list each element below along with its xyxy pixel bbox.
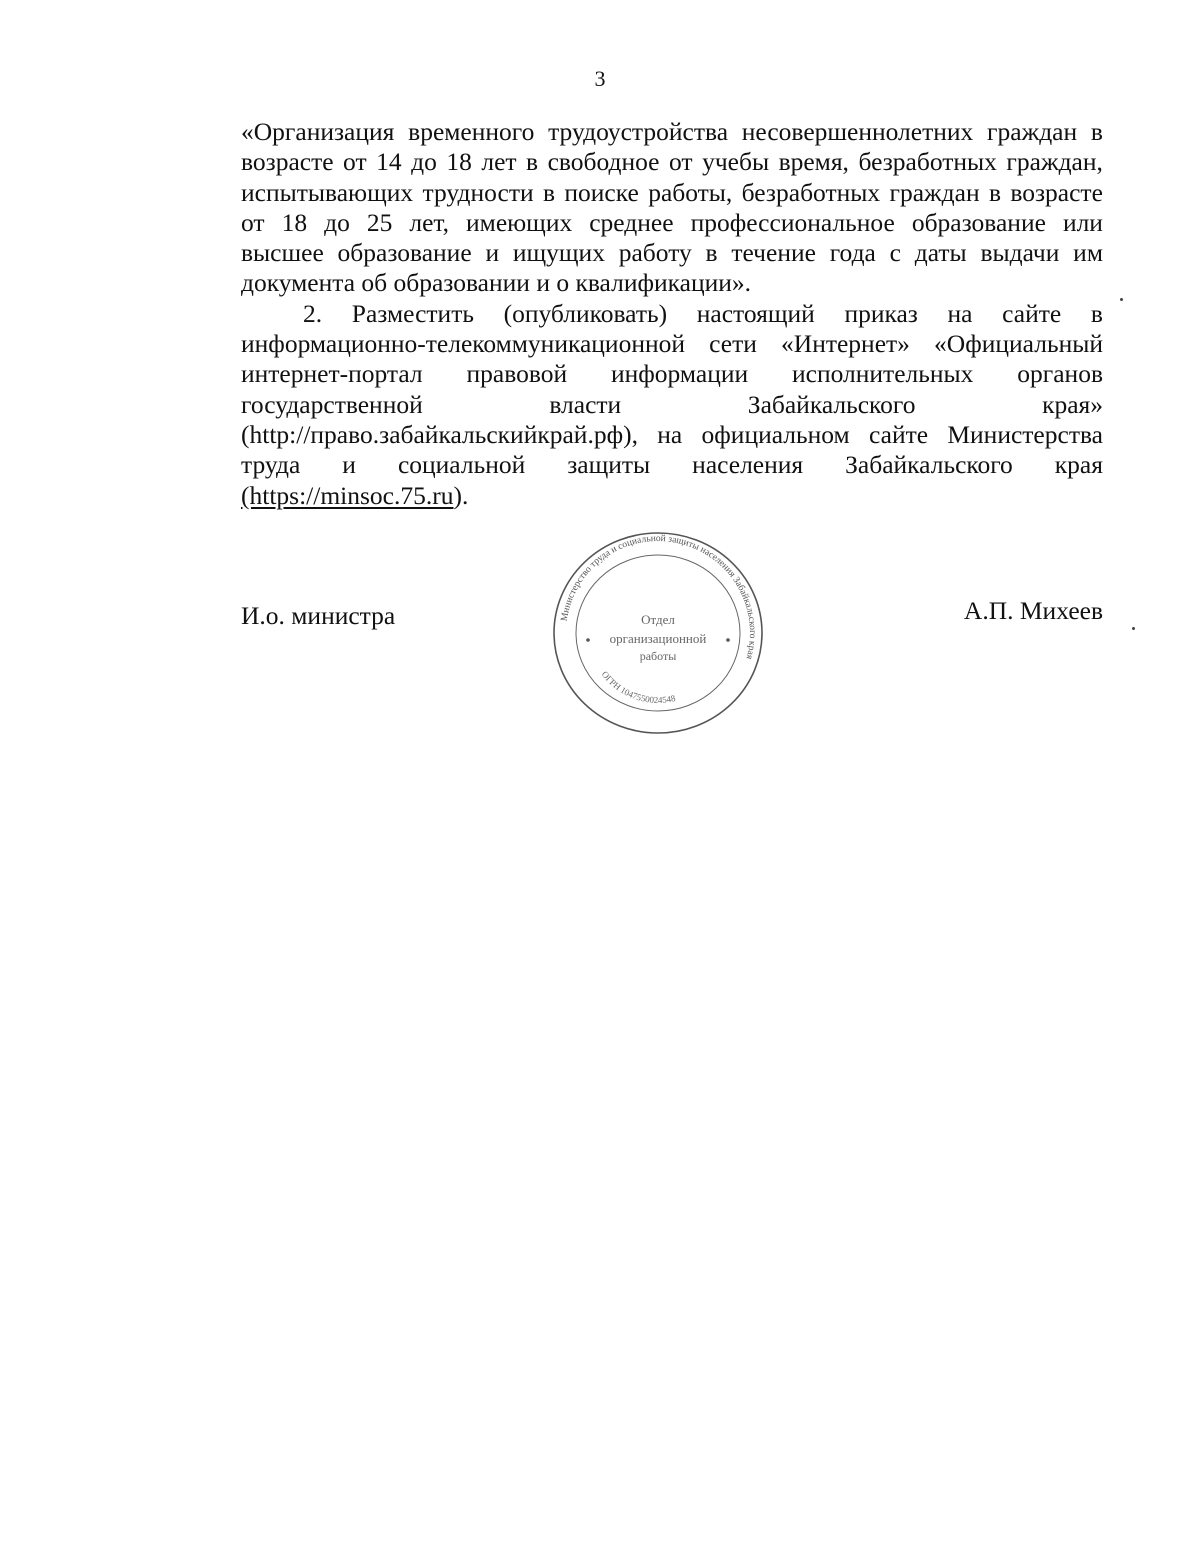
official-seal [550,530,766,736]
word: безработных [741,177,881,207]
link-tail: ). [453,480,469,510]
word: в [1090,298,1103,328]
page-number: 3 [594,66,606,91]
word: им [1073,238,1103,268]
word: от [669,147,693,177]
text-line: документа об образовании и о квалификации». [241,268,752,298]
signer-name: А.П. Михеев [963,596,1103,625]
word: 18 [281,207,308,237]
word: от [343,147,367,177]
word: безработных [858,147,997,177]
word: даты [914,238,967,268]
word: имеющих [466,207,573,237]
word: лет, [409,207,450,237]
word: или [1062,207,1103,237]
text-line [241,359,1103,389]
word: на [657,419,683,449]
word: социальной [397,450,526,480]
word: профессиональное [690,207,895,237]
word: среднее [589,207,674,237]
text-line [241,208,1103,238]
seal-outer-text: Министерство труда и социальной защиты населения Забайкальского края [559,533,758,661]
word: ищущих [512,238,605,268]
word: 25 [366,207,393,237]
word: информации [610,359,749,389]
word: в [988,177,1001,207]
word: «Организация [241,117,395,146]
word: время, [778,147,849,177]
scan-speck [1120,298,1123,301]
word: защиты [567,450,651,480]
word: сайте [1002,298,1062,328]
paragraph-1-last-line [241,268,1103,298]
scan-speck [1132,627,1135,630]
seal-center-line: работы [639,649,677,663]
text-line [241,178,1103,208]
word: возрасте [1010,177,1103,207]
word: граждан [987,117,1078,146]
word: граждан [889,177,980,207]
word: до [324,207,350,237]
word: работу [618,238,692,268]
word: до [411,147,437,177]
paragraph-2 [241,299,1103,481]
word: 18 [446,147,472,177]
word: сайте [869,419,929,449]
text-line [241,117,1103,147]
word: сети [709,329,757,359]
word: в [705,238,718,268]
word: «Официальный [934,329,1103,359]
text-line [241,299,1103,329]
paragraph-2-last-line [241,481,1103,511]
word: трудоустройства [548,117,729,146]
word: образование [911,207,1046,237]
word: поиске [564,177,639,207]
word: края [1054,450,1103,480]
word: учебы [702,147,770,177]
word: лет [481,147,517,177]
word: Забайкальского [747,389,916,419]
word: Министерства [947,419,1103,449]
seal-center-line: Отдел [641,612,675,627]
word: в [526,147,539,177]
paragraph-1 [241,117,1103,268]
word: работы, [648,177,733,207]
seal-center-line: организационной [609,631,707,646]
word: 14 [376,147,402,177]
word: с [889,238,901,268]
word: и [485,238,500,268]
word: власти [549,389,622,419]
word: «Интернет» [781,329,910,359]
word: испытывающих [241,177,414,207]
word: и [342,450,356,480]
text-line [241,450,1103,480]
word: (опубликовать) [503,298,668,328]
word: населения [692,450,804,480]
word: исполнительных [792,359,974,389]
word: официальном [701,419,850,449]
word: в [1090,117,1103,146]
word: интернет-портал [241,359,423,389]
seal-inner-text: ОГРН 1047550024548 [599,669,677,706]
text-line [241,420,1103,450]
word: высшее [241,238,324,268]
word: края» [1042,389,1103,419]
text-line [241,329,1103,359]
word: граждан, [1006,147,1103,177]
word: 2. [303,298,323,328]
ministry-website-link[interactable]: (https://minsoc.75.ru [241,480,454,510]
word: трудности [422,177,534,207]
word: образование [337,238,472,268]
word: на [947,298,973,328]
signer-position: И.о. министра [241,601,396,630]
body-text [241,117,1103,511]
word: настоящий [696,298,815,328]
text-line [241,147,1103,177]
word: Забайкальского [845,450,1013,480]
text-line [241,238,1103,268]
word: труда [241,450,301,480]
word: выдачи [980,238,1060,268]
word: правовой [466,359,568,389]
word: течение [731,238,816,268]
word: свободное [547,147,660,177]
word: приказ [844,298,918,328]
word: временного [408,117,535,146]
word: органов [1017,359,1103,389]
word: Разместить [351,298,474,328]
word: информационно-телекоммуникационной [241,329,686,359]
word: государственной [241,389,423,419]
word: несовершеннолетних [741,117,974,146]
word: (http://право.забайкальскийкрай.рф), [241,419,638,449]
text-line [241,390,1103,420]
word: в [542,177,556,207]
word: от [241,207,265,237]
word: года [829,238,876,268]
word: возрасте [241,147,334,177]
